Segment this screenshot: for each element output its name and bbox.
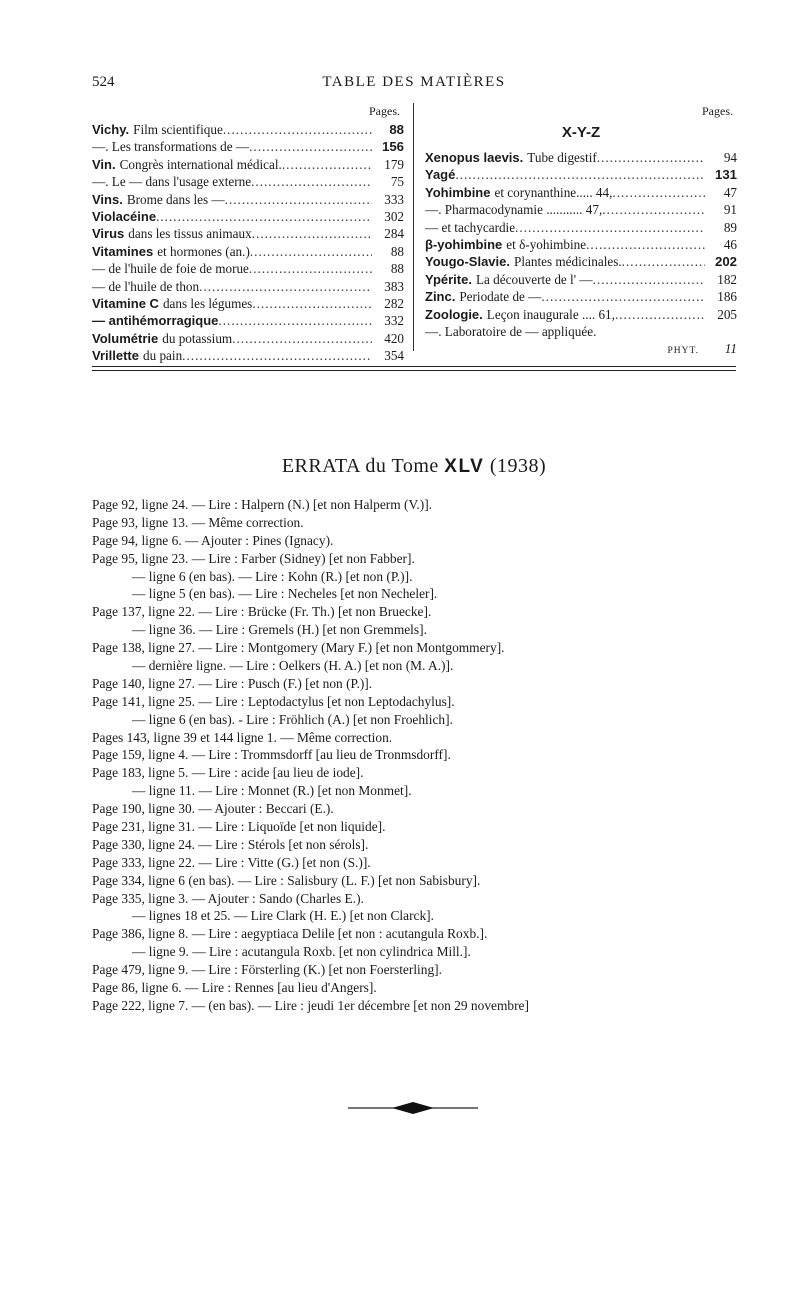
- errata-correction: — Lire Clark (H. E.) [et non Clarck].: [233, 908, 434, 924]
- entry-heading: Vin.: [92, 156, 116, 172]
- errata-line: [92, 764, 752, 782]
- errata-reference: Page 95, ligne 23.: [92, 550, 189, 566]
- continuation-label: PHYT.: [667, 346, 699, 357]
- errata-line: [92, 925, 752, 943]
- errata-correction: — Lire : Leptodactylus [et non Leptodachylus].: [198, 693, 455, 709]
- errata-line: [92, 675, 752, 693]
- errata-line: [92, 943, 752, 961]
- errata-line: [92, 621, 752, 639]
- entry-text: — et tachycardie: [425, 219, 516, 235]
- errata-line: [92, 657, 752, 675]
- entry-page: 205: [717, 306, 737, 322]
- entry-page: 47: [723, 184, 737, 200]
- errata-line: [92, 800, 752, 818]
- entry-heading: Yagé: [425, 167, 456, 183]
- entry-text: Tube digestif: [527, 150, 597, 165]
- dot-leader: [455, 167, 705, 183]
- errata-correction: — Ajouter : Beccari (E.).: [198, 801, 334, 817]
- dot-leader: [615, 307, 705, 323]
- errata-reference: Page 479, ligne 9.: [92, 962, 189, 978]
- errata-reference: Page 137, ligne 22.: [92, 604, 196, 620]
- errata-reference: — ligne 36.: [132, 622, 196, 638]
- errata-reference: Page 333, ligne 22.: [92, 854, 196, 870]
- errata-correction: — Lire : Kohn (R.) [et non (P.)].: [238, 568, 413, 584]
- entry-text: —. Le — dans l'usage externe: [92, 174, 252, 190]
- entry-page: 91: [723, 202, 737, 218]
- dot-leader: [251, 174, 372, 190]
- index-entry: [425, 254, 737, 271]
- errata-correction: — Lire : Gremels (H.) [et non Gremmels].: [198, 622, 427, 638]
- index-entry: [92, 244, 404, 261]
- dot-leader: [252, 226, 372, 242]
- entry-heading: Vrillette: [92, 348, 139, 364]
- errata-line: [92, 514, 752, 532]
- errata-correction: — Lire : Pusch (F.) [et non (P.)].: [198, 675, 373, 691]
- errata-correction: — Ajouter : Sando (Charles E.).: [191, 890, 364, 906]
- errata-reference: Page 335, ligne 3.: [92, 890, 189, 906]
- errata-reference: Page 86, ligne 6.: [92, 980, 182, 996]
- entry-page: 284: [384, 226, 404, 242]
- index-entry: [425, 237, 737, 254]
- entry-text: et hormones (an.): [157, 243, 250, 259]
- continuation-line: [425, 341, 737, 358]
- dot-leader: [612, 185, 705, 201]
- errata-line: [92, 639, 752, 657]
- entry-text: du potassium: [162, 330, 233, 346]
- index-entry: [92, 348, 404, 365]
- entry-text: Film scientifique: [133, 122, 223, 137]
- entry-page: 179: [384, 156, 404, 172]
- dot-leader: [622, 254, 705, 270]
- dot-leader: [199, 279, 372, 295]
- errata-correction: — Lire : Försterling (K.) [et non Foersterling].: [191, 962, 442, 978]
- errata-reference: Page 386, ligne 8.: [92, 926, 189, 942]
- errata-line: [92, 532, 752, 550]
- errata-correction: — (en bas). — Lire : jeudi 1er décembre [et non 29 novembre]: [191, 997, 529, 1013]
- entry-text: —. Laboratoire de — appliquée.: [425, 323, 597, 339]
- column-divider: [413, 103, 414, 351]
- entry-page: 332: [384, 313, 404, 329]
- dot-leader: [282, 157, 372, 173]
- index-entry: [425, 167, 737, 184]
- index-entry: [92, 313, 404, 330]
- pages-label-right: Pages.: [702, 104, 733, 118]
- dot-leader: [182, 348, 372, 364]
- errata-line: [92, 961, 752, 979]
- rule-bottom: [92, 370, 736, 371]
- errata-line: [92, 585, 752, 603]
- dot-leader: [156, 209, 372, 225]
- errata-correction: — Lire : Necheles [et non Necheler].: [238, 586, 438, 602]
- dot-leader: [223, 122, 372, 138]
- entry-text: Leçon inaugurale .... 61,: [486, 306, 615, 322]
- index-entry: [425, 150, 737, 167]
- index-entry: [425, 185, 737, 202]
- entry-text: et δ-yohimbine: [506, 236, 587, 252]
- dot-leader: [593, 272, 705, 288]
- dot-leader: [602, 202, 705, 218]
- entry-page: 333: [384, 191, 404, 207]
- rule-top: [92, 366, 736, 367]
- dot-leader: [249, 261, 372, 277]
- errata-line: [92, 907, 752, 925]
- entry-text: Periodate de —: [459, 289, 542, 305]
- errata-line: [92, 729, 752, 747]
- errata-correction: — Lire : Montgomery (Mary F.) [et non Montgommery].: [198, 640, 505, 656]
- entry-page: 94: [723, 150, 737, 165]
- errata-line: [92, 603, 752, 621]
- errata-correction: — Même correction.: [191, 514, 304, 530]
- entry-page: 89: [723, 219, 737, 235]
- errata-correction: — Lire : Trommsdorff [au lieu de Tronmsdorff].: [191, 747, 451, 763]
- entry-page: 182: [717, 271, 737, 287]
- entry-text: La découverte de l' —: [475, 271, 593, 287]
- entry-heading: Vins.: [92, 191, 123, 207]
- errata-line: [92, 496, 752, 514]
- errata-line: [92, 890, 752, 908]
- index-entry: [425, 272, 737, 289]
- entry-heading: Vitamine C: [92, 295, 159, 311]
- index-entry: [92, 157, 404, 174]
- entry-page: 282: [384, 295, 404, 311]
- entry-heading: — antihémorragique: [92, 313, 219, 329]
- entry-page: 46: [723, 236, 737, 252]
- errata-correction: — Ajouter : Pines (Ignacy).: [185, 532, 334, 548]
- errata-correction: — Lire : Brücke (Fr. Th.) [et non Bruecke].: [198, 604, 432, 620]
- entry-heading: Yougo-Slavie.: [425, 254, 510, 270]
- entry-page: 186: [717, 289, 737, 305]
- entry-page: 302: [384, 208, 404, 224]
- errata-tome: XLV: [444, 456, 485, 477]
- index-entry: [425, 289, 737, 306]
- pages-label-left: Pages.: [369, 104, 400, 118]
- entry-page: 354: [384, 348, 404, 364]
- entry-heading: Vichy.: [92, 122, 130, 137]
- errata-reference: — dernière ligne.: [132, 658, 227, 674]
- errata-line: [92, 818, 752, 836]
- errata-correction: — Lire : Farber (Sidney) [et non Fabber].: [191, 550, 415, 566]
- index-right-column: [425, 100, 737, 359]
- entry-text: du pain: [142, 348, 183, 364]
- index-entry: [425, 202, 737, 219]
- continuation-page: 11: [724, 341, 737, 357]
- index-entry: [92, 226, 404, 243]
- index-entry: [92, 279, 404, 296]
- errata-line: [92, 746, 752, 764]
- errata-reference: Page 93, ligne 13.: [92, 514, 189, 530]
- errata-correction: — Lire : Oelkers (H. A.) [et non (M. A.)].: [229, 658, 454, 674]
- errata-correction: — Lire : Stérols [et non sérols].: [198, 836, 369, 852]
- entry-heading: Zoologie.: [425, 306, 483, 322]
- page-title: TABLE DES MATIÈRES: [322, 74, 506, 90]
- errata-correction: — Lire : acide [au lieu de iode].: [191, 765, 364, 781]
- errata-line: [92, 711, 752, 729]
- errata-reference: — ligne 6 (en bas).: [132, 568, 236, 584]
- errata-reference: Page 334, ligne 6 (en bas).: [92, 872, 235, 888]
- entry-page: 202: [714, 254, 737, 270]
- dot-leader: [232, 331, 372, 347]
- errata-title-text: ERRATA du Tome: [281, 455, 439, 477]
- errata-line: [92, 872, 752, 890]
- errata-reference: Pages 143, ligne 39 et 144 ligne 1.: [92, 729, 277, 745]
- entry-page: 75: [390, 174, 404, 190]
- running-header: [92, 74, 736, 96]
- entry-page: 383: [384, 278, 404, 294]
- errata-correction: — Lire : acutangula Roxb. [et non cylindrica Mill.].: [192, 944, 471, 960]
- dot-leader: [597, 150, 705, 166]
- errata-reference: Page 138, ligne 27.: [92, 640, 196, 656]
- errata-line: [92, 854, 752, 872]
- section-heading-xyz: X-Y-Z: [561, 124, 601, 141]
- errata-line: [92, 568, 752, 586]
- errata-correction: — Même correction.: [280, 729, 393, 745]
- entry-page: 131: [714, 167, 737, 183]
- errata-line: [92, 693, 752, 711]
- errata-reference: Page 159, ligne 4.: [92, 747, 189, 763]
- errata-reference: — ligne 6 (en bas).: [132, 711, 236, 727]
- index-entry: [425, 307, 737, 324]
- entry-heading: β-yohimbine: [425, 236, 503, 252]
- dot-leader: [218, 313, 372, 329]
- dot-leader: [252, 296, 372, 312]
- entry-text: —. Les transformations de —: [92, 139, 250, 155]
- entry-text: — de l'huile de thon: [92, 278, 200, 294]
- entry-page: 156: [381, 139, 404, 155]
- errata-reference: — ligne 9.: [132, 944, 189, 960]
- entry-heading: Virus: [92, 226, 125, 242]
- errata-correction: — Lire : Rennes [au lieu d'Angers].: [185, 980, 377, 996]
- errata-correction: — Lire : Salisbury (L. F.) [et non Sabisbury].: [237, 872, 481, 888]
- errata-reference: — ligne 11.: [132, 783, 196, 799]
- dot-leader: [586, 237, 705, 253]
- errata-line: [92, 836, 752, 854]
- errata-line: [92, 550, 752, 568]
- dot-leader: [541, 289, 705, 305]
- errata-correction: — Lire : aegyptiaca Delile [et non : acutangula Roxb.].: [191, 926, 488, 942]
- errata-reference: Page 231, ligne 31.: [92, 819, 196, 835]
- page-number: 524: [92, 74, 115, 90]
- dot-leader: [249, 139, 372, 155]
- entry-text: et corynanthine..... 44,: [494, 184, 613, 200]
- errata-reference: Page 92, ligne 24.: [92, 497, 189, 512]
- errata-year: (1938): [489, 455, 547, 477]
- index-entry: [92, 296, 404, 313]
- left-entry-list: [92, 122, 404, 365]
- errata-correction: — Lire : Halpern (N.) [et non Halperm (V.)].: [191, 497, 433, 512]
- errata-correction: — Lire : Monnet (R.) [et non Monmet].: [198, 783, 412, 799]
- entry-page: 420: [384, 330, 404, 346]
- index-entry: [92, 139, 404, 156]
- index-entry: [92, 192, 404, 209]
- entry-heading: Vitamines: [92, 243, 154, 259]
- index-entry: [92, 331, 404, 348]
- errata-line: [92, 997, 752, 1015]
- ornament-divider: [348, 1101, 478, 1115]
- entry-text: —. Pharmacodynamie ........... 47,: [425, 202, 603, 218]
- errata-line: [92, 782, 752, 800]
- errata-line: [92, 979, 752, 997]
- entry-page: 88: [390, 243, 404, 259]
- index-entry: [92, 174, 404, 191]
- dot-leader: [250, 244, 372, 260]
- errata-reference: Page 140, ligne 27.: [92, 675, 196, 691]
- errata-reference: Page 94, ligne 6.: [92, 532, 182, 548]
- entry-page: 88: [389, 122, 404, 137]
- errata-reference: Page 190, ligne 30.: [92, 801, 196, 817]
- index-entry: [425, 324, 737, 341]
- entry-heading: Zinc.: [425, 289, 456, 305]
- entry-page: 88: [390, 261, 404, 277]
- right-entry-list: [425, 150, 737, 341]
- entry-heading: Volumétrie: [92, 330, 159, 346]
- entry-heading: Xenopus laevis.: [425, 150, 524, 165]
- entry-text: — de l'huile de foie de morue: [92, 261, 249, 277]
- errata-list: [92, 496, 752, 1015]
- errata-title: [92, 455, 736, 478]
- entry-text: Plantes médicinales.: [514, 254, 622, 270]
- errata-correction: — Lire : Vitte (G.) [et non (S.)].: [198, 854, 371, 870]
- dot-leader: [515, 220, 705, 236]
- entry-heading: Violacéine: [92, 208, 157, 224]
- entry-text: Congrès international médical.: [119, 156, 282, 172]
- entry-text: dans les légumes: [162, 295, 253, 311]
- errata-correction: — Lire : Liquoïde [et non liquide].: [198, 819, 386, 835]
- errata-reference: — lignes 18 et 25.: [132, 908, 231, 924]
- errata-reference: Page 222, ligne 7.: [92, 997, 189, 1013]
- entry-text: Brome dans les —: [126, 191, 225, 207]
- errata-reference: Page 183, ligne 5.: [92, 765, 189, 781]
- entry-heading: Yohimbine: [425, 184, 491, 200]
- entry-heading: Ypérite.: [425, 271, 472, 287]
- errata-reference: Page 330, ligne 24.: [92, 836, 196, 852]
- errata-reference: Page 141, ligne 25.: [92, 693, 196, 709]
- index-left-column: [92, 100, 404, 365]
- index-entry: [425, 220, 737, 237]
- dot-leader: [225, 192, 372, 208]
- errata-correction: - Lire : Fröhlich (A.) [et non Froehlich].: [238, 711, 453, 727]
- errata-reference: — ligne 5 (en bas).: [132, 586, 236, 602]
- entry-text: dans les tissus animaux: [128, 226, 252, 242]
- index-entry: [92, 122, 404, 139]
- index-entry: [92, 209, 404, 226]
- index-entry: [92, 261, 404, 278]
